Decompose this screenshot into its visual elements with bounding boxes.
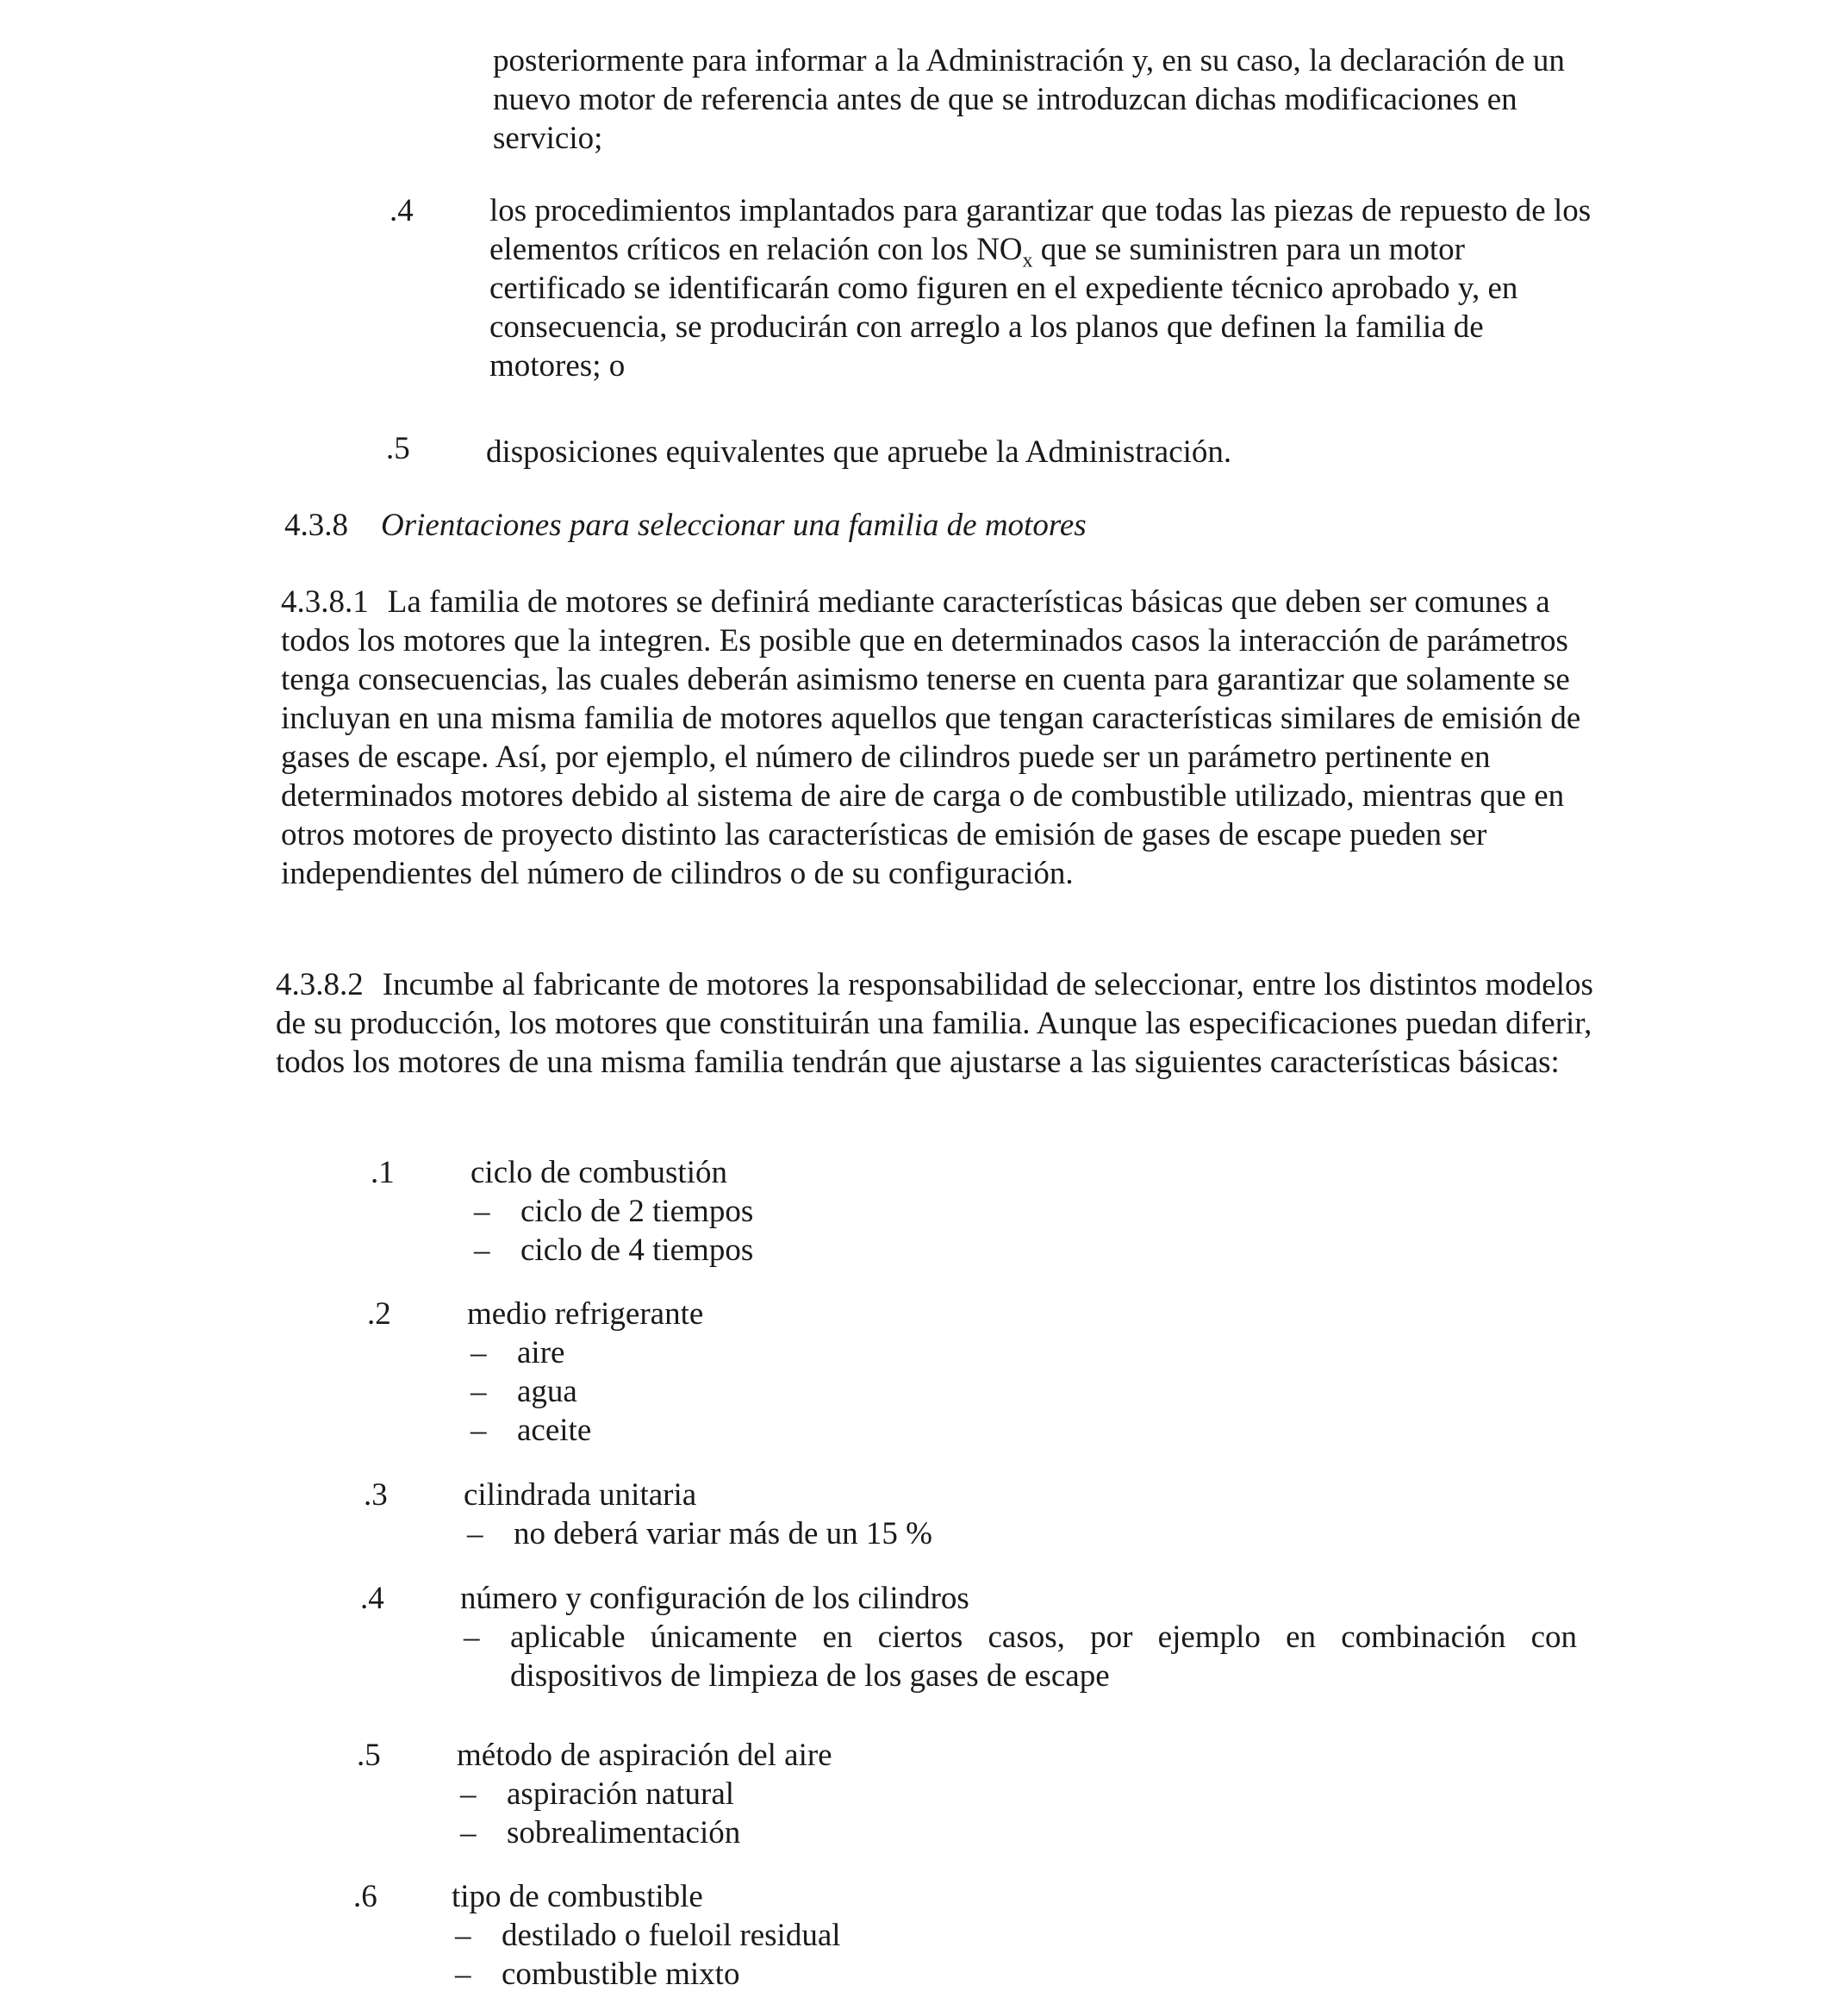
dash-marker: – [464,1620,480,1655]
characteristic-number: .1 [371,1155,395,1190]
characteristic-item [460,1579,1577,1695]
characteristic-label: ciclo de combustión [470,1155,727,1190]
characteristic-label: número y configuración de los cilindros [460,1581,969,1616]
section-number: 4.3.8 [284,508,348,543]
dash-marker: – [474,1233,490,1268]
characteristic-item [470,1153,753,1270]
dash-marker: – [474,1194,490,1229]
nox-subscript: x [1022,249,1033,272]
dash-marker: – [455,1957,471,1992]
characteristic-number: .4 [360,1581,384,1616]
dash-marker: – [460,1776,477,1812]
sub-item: – aspiración natural [460,1776,735,1812]
sub-item: – destilado o fueloil residual [455,1918,841,1953]
section-title: Orientaciones para seleccionar una familia de motores [381,508,1087,543]
paragraph-4-3-8-1 [281,583,1599,893]
sub-item: – ciclo de 4 tiempos [474,1233,754,1268]
dash-marker: – [470,1413,487,1448]
item-number: .4 [389,193,414,228]
paragraph-number: 4.3.8.1 [281,584,369,620]
characteristic-item [467,1295,703,1450]
characteristic-item [452,1877,841,1994]
sub-item: – sobrealimentación [460,1815,741,1851]
item-4-text-before: los procedimientos implantados para garantizar que todas las piezas de repuesto de los elementos críticos en relación con los NO [489,193,1592,267]
sub-item: – aplicable únicamente en ciertos casos, por ejemplo en combinación con dispositivos de limpieza de los gases de escape [464,1620,1577,1694]
characteristic-number: .3 [364,1477,388,1513]
sub-item: – aire [470,1335,565,1370]
dash-marker: – [470,1374,487,1409]
sub-item: – agua [470,1374,577,1409]
characteristic-number: .6 [353,1879,377,1914]
characteristic-item [464,1476,932,1553]
sub-item: – ciclo de 2 tiempos [474,1194,754,1229]
item-4-text-after: que se suministren para un motor certificado se identificarán como figuren en el expediente técnico aprobado y, en consecuencia, se producirán con arreglo a los planos que definen la familia de motores; o [489,232,1518,384]
characteristic-label: tipo de combustible [452,1879,703,1914]
sub-item: – no deberá variar más de un 15 % [467,1516,932,1551]
characteristic-label: cilindrada unitaria [464,1477,697,1513]
characteristic-number: .5 [357,1738,381,1773]
continuation-paragraph: posteriormente para informar a la Administración y, en su caso, la declaración de un nuevo motor de referencia antes de que se introduzcan dichas modificaciones en servicio; [493,43,1565,156]
dash-marker: – [470,1335,487,1370]
characteristic-label: método de aspiración del aire [457,1738,832,1773]
characteristic-label: medio refrigerante [467,1296,704,1332]
paragraph-4-3-8-2 [276,965,1594,1082]
item-number: .5 [386,431,410,466]
characteristic-item [457,1736,832,1852]
dash-marker: – [455,1918,471,1953]
sub-item: – aceite [470,1413,592,1448]
dash-marker: – [467,1516,483,1551]
section-heading [284,506,1087,545]
item-4-text [489,191,1603,385]
paragraph-text: Incumbe al fabricante de motores la responsabilidad de seleccionar, entre los distintos modelos de su producción, los motores que constituirán una familia. Aunque las especificaciones puedan diferir, todos los motores de una misma familia tendrán que ajustarse a las siguientes características básicas: [276,967,1593,1080]
paragraph-number: 4.3.8.2 [276,967,364,1002]
paragraph-text: La familia de motores se definirá mediante características básicas que deben ser comunes a todos los motores que la integren. Es posible que en determinados casos la interacción de parámetros tenga consecuencias, las cuales deberán asimismo tenerse en cuenta para garantizar que solamente se incluyan en una misma familia de motores aquellos que tengan características similares de emisión de gases de escape. Así, por ejemplo, el número de cilindros puede ser un parámetro pertinente en determinados motores debido al sistema de aire de carga o de combustible utilizado, mientras que en otros motores de proyecto distinto las características de emisión de gases de escape pueden ser independientes del número de cilindros o de su configuración. [281,584,1581,891]
characteristic-number: .2 [367,1296,391,1332]
sub-item: – combustible mixto [455,1957,740,1992]
dash-marker: – [460,1815,477,1851]
item-5-text: disposiciones equivalentes que apruebe la Administración. [486,434,1232,470]
